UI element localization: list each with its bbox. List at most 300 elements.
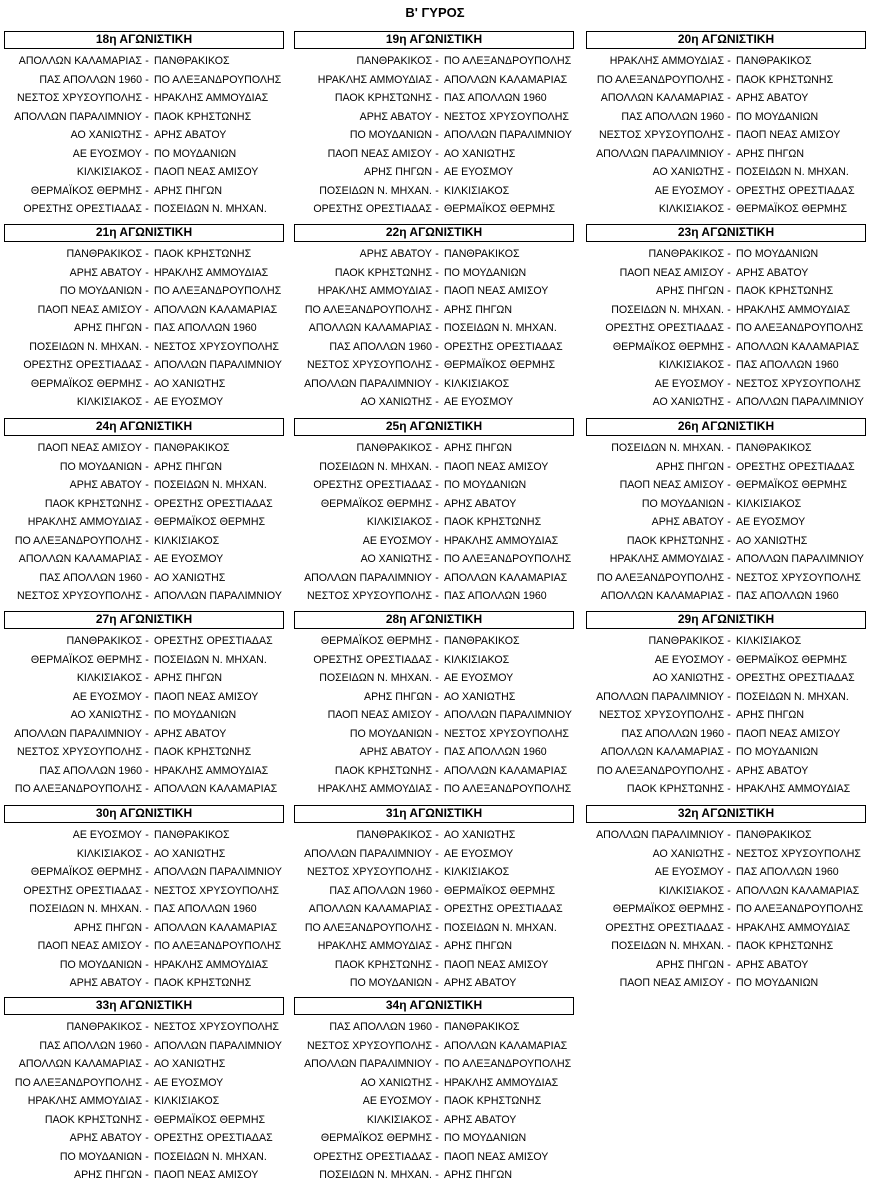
- match-separator: -: [727, 516, 731, 529]
- home-team: ΠΑΟΚ ΚΡΗΣΤΩΝΗΣ: [334, 958, 432, 971]
- match-separator: -: [145, 442, 149, 454]
- round-header: 24η ΑΓΩΝΙΣΤΙΚΗ: [4, 418, 284, 436]
- away-team: ΟΡΕΣΤΗΣ ΟΡΕΣΤΙΑΔΑΣ: [444, 903, 563, 916]
- match-row: [4, 1074, 284, 1093]
- match-separator: -: [435, 764, 439, 777]
- match-row: [4, 52, 284, 71]
- round-header: 25η ΑΓΩΝΙΣΤΙΚΗ: [294, 418, 574, 436]
- match-row: [586, 476, 866, 495]
- away-team: ΠΟ ΜΟΥΔΑΝΙΩΝ: [444, 479, 527, 492]
- away-team: ΠΑΝΘΡΑΚΙΚΟΣ: [444, 1021, 520, 1033]
- home-team: ΠΑΣ ΑΠΟΛΛΩΝ 1960: [329, 884, 432, 897]
- home-team: ΠΟΣΕΙΔΩΝ Ν. ΜΗΧΑΝ.: [611, 303, 724, 316]
- away-team: ΠΟΣΕΙΔΩΝ Ν. ΜΗΧΑΝ.: [154, 653, 267, 666]
- match-separator: -: [727, 727, 731, 740]
- match-separator: -: [727, 460, 731, 473]
- home-team: ΠΑΟΚ ΚΡΗΣΤΩΝΗΣ: [44, 1113, 142, 1126]
- away-team: ΑΠΟΛΛΩΝ ΠΑΡΑΛΙΜΝΙΟΥ: [736, 553, 864, 566]
- home-team: ΠΑΟΚ ΚΡΗΣΤΩΝΗΣ: [334, 92, 432, 105]
- home-team: ΠΑΟΠ ΝΕΑΣ ΑΜΙΣΟΥ: [37, 442, 142, 454]
- home-team: ΘΕΡΜΑΪΚΟΣ ΘΕΡΜΗΣ: [30, 377, 142, 390]
- home-team: ΠΑΟΠ ΝΕΑΣ ΑΜΙΣΟΥ: [619, 479, 724, 492]
- away-team: ΠΟ ΑΛΕΞΑΝΔΡΟΥΠΟΛΗΣ: [444, 1058, 572, 1071]
- match-separator: -: [727, 746, 731, 759]
- match-row: [4, 882, 284, 901]
- match-separator: -: [435, 672, 439, 685]
- match-separator: -: [435, 571, 439, 584]
- home-team: ΠΑΣ ΑΠΟΛΛΩΝ 1960: [39, 764, 142, 777]
- match-row: [294, 1111, 574, 1130]
- away-team: ΗΡΑΚΛΗΣ ΑΜΜΟΥΔΙΑΣ: [444, 1076, 559, 1089]
- match-row: [586, 550, 866, 569]
- match-row: [4, 845, 284, 864]
- away-team: ΑΟ ΧΑΝΙΩΤΗΣ: [736, 534, 808, 547]
- match-row: [4, 338, 284, 357]
- home-team: ΘΕΡΜΑΪΚΟΣ ΘΕΡΜΗΣ: [320, 497, 432, 510]
- away-team: ΠΟ ΑΛΕΞΑΝΔΡΟΥΠΟΛΗΣ: [154, 73, 282, 86]
- match-separator: -: [145, 1113, 149, 1126]
- home-team: ΠΟΣΕΙΔΩΝ Ν. ΜΗΧΑΝ.: [319, 672, 432, 685]
- away-team: ΠΑΟΚ ΚΡΗΣΤΩΝΗΣ: [154, 746, 252, 759]
- match-separator: -: [145, 322, 149, 335]
- match-separator: -: [727, 635, 731, 647]
- away-team: ΠΑΟΠ ΝΕΑΣ ΑΜΙΣΟΥ: [736, 727, 841, 740]
- round-header: 29η ΑΓΩΝΙΣΤΙΚΗ: [586, 611, 866, 629]
- away-team: ΑΡΗΣ ΠΗΓΩΝ: [154, 460, 222, 473]
- away-team: ΠΑΝΘΡΑΚΙΚΟΣ: [736, 442, 812, 454]
- home-team: ΘΕΡΜΑΪΚΟΣ ΘΕΡΜΗΣ: [30, 866, 142, 879]
- away-team: ΗΡΑΚΛΗΣ ΑΜΜΟΥΔΙΑΣ: [154, 266, 269, 279]
- home-team: ΑΠΟΛΛΩΝ ΚΑΛΑΜΑΡΙΑΣ: [600, 746, 724, 759]
- match-separator: -: [145, 590, 149, 603]
- match-separator: -: [145, 266, 149, 279]
- away-team: ΝΕΣΤΟΣ ΧΡΥΣΟΥΠΟΛΗΣ: [444, 110, 569, 123]
- match-separator: -: [435, 110, 439, 123]
- away-team: ΠΑΝΘΡΑΚΙΚΟΣ: [736, 55, 812, 67]
- match-list: [4, 826, 284, 993]
- match-separator: -: [145, 534, 149, 547]
- away-team: ΠΑΟΠ ΝΕΑΣ ΑΜΙΣΟΥ: [444, 285, 549, 298]
- home-team: ΑΡΗΣ ΑΒΑΤΟΥ: [359, 110, 432, 123]
- match-row: [4, 495, 284, 514]
- match-row: [294, 71, 574, 90]
- match-row: [586, 71, 866, 90]
- match-row: [586, 52, 866, 71]
- away-team: ΚΙΛΚΙΣΙΑΚΟΣ: [154, 1095, 220, 1108]
- away-team: ΠΑΝΘΡΑΚΙΚΟΣ: [154, 442, 230, 454]
- match-row: [294, 569, 574, 588]
- match-row: [4, 182, 284, 201]
- home-team: ΚΙΛΚΙΣΙΑΚΟΣ: [76, 166, 142, 179]
- match-list: [294, 439, 574, 606]
- home-team: ΠΑΝΘΡΑΚΙΚΟΣ: [648, 248, 724, 260]
- match-separator: -: [727, 884, 731, 897]
- match-separator: -: [727, 442, 731, 454]
- match-row: [586, 937, 866, 956]
- match-separator: -: [145, 166, 149, 179]
- home-team: ΑΡΗΣ ΠΗΓΩΝ: [656, 285, 724, 298]
- away-team: ΝΕΣΤΟΣ ΧΡΥΣΟΥΠΟΛΗΣ: [154, 884, 279, 897]
- away-team: ΠΑΣ ΑΠΟΛΛΩΝ 1960: [444, 590, 547, 603]
- away-team: ΑΡΗΣ ΑΒΑΤΟΥ: [736, 958, 809, 971]
- match-separator: -: [145, 340, 149, 353]
- home-team: ΚΙΛΚΙΣΙΑΚΟΣ: [658, 359, 724, 372]
- home-team: ΑΡΗΣ ΑΒΑΤΟΥ: [359, 248, 432, 260]
- match-row: [586, 89, 866, 108]
- match-separator: -: [145, 829, 149, 841]
- match-separator: -: [727, 690, 731, 703]
- home-team: ΑΟ ΧΑΝΙΩΤΗΣ: [652, 166, 724, 179]
- match-row: [294, 900, 574, 919]
- home-team: ΝΕΣΤΟΣ ΧΡΥΣΟΥΠΟΛΗΣ: [17, 92, 142, 105]
- away-team: ΠΑΣ ΑΠΟΛΛΩΝ 1960: [154, 322, 257, 335]
- match-row: [586, 974, 866, 993]
- away-team: ΝΕΣΤΟΣ ΧΡΥΣΟΥΠΟΛΗΣ: [154, 340, 279, 353]
- round-header: 19η ΑΓΩΝΙΣΤΙΚΗ: [294, 31, 574, 49]
- match-row: [294, 688, 574, 707]
- home-team: ΑΕ ΕΥΟΣΜΟΥ: [654, 377, 724, 390]
- match-row: [586, 587, 866, 606]
- match-separator: -: [145, 359, 149, 372]
- match-separator: -: [727, 285, 731, 298]
- round-header: 34η ΑΓΩΝΙΣΤΙΚΗ: [294, 997, 574, 1015]
- match-separator: -: [727, 248, 731, 260]
- home-team: ΑΡΗΣ ΠΗΓΩΝ: [364, 166, 432, 179]
- home-team: ΠΟ ΜΟΥΔΑΝΙΩΝ: [641, 497, 724, 510]
- match-list: [4, 1018, 284, 1185]
- match-row: [294, 356, 574, 375]
- match-list: [586, 52, 866, 219]
- home-team: ΑΠΟΛΛΩΝ ΠΑΡΑΛΙΜΝΙΟΥ: [14, 727, 142, 740]
- match-separator: -: [435, 285, 439, 298]
- away-team: ΘΕΡΜΑΪΚΟΣ ΘΕΡΜΗΣ: [444, 359, 556, 372]
- home-team: ΝΕΣΤΟΣ ΧΡΥΣΟΥΠΟΛΗΣ: [17, 590, 142, 603]
- away-team: ΠΟ ΑΛΕΞΑΝΔΡΟΥΠΟΛΗΣ: [154, 285, 282, 298]
- match-list: [4, 52, 284, 219]
- match-separator: -: [145, 479, 149, 492]
- match-row: [294, 532, 574, 551]
- match-list: [4, 632, 284, 799]
- match-row: [4, 264, 284, 283]
- home-team: ΠΑΝΘΡΑΚΙΚΟΣ: [66, 248, 142, 260]
- match-separator: -: [435, 1169, 439, 1182]
- home-team: ΠΟ ΑΛΕΞΑΝΔΡΟΥΠΟΛΗΣ: [14, 534, 142, 547]
- away-team: ΠΑΟΚ ΚΡΗΣΤΩΝΗΣ: [736, 285, 834, 298]
- away-team: ΚΙΛΚΙΣΙΑΚΟΣ: [444, 377, 510, 390]
- home-team: ΠΟΣΕΙΔΩΝ Ν. ΜΗΧΑΝ.: [611, 442, 724, 454]
- home-team: ΠΟ ΜΟΥΔΑΝΙΩΝ: [59, 285, 142, 298]
- match-row: [586, 282, 866, 301]
- home-team: ΟΡΕΣΤΗΣ ΟΡΕΣΤΙΑΔΑΣ: [605, 921, 724, 934]
- home-team: ΑΕ ΕΥΟΣΜΟΥ: [72, 690, 142, 703]
- away-team: ΠΑΟΚ ΚΡΗΣΤΩΝΗΣ: [444, 516, 542, 529]
- match-separator: -: [727, 396, 731, 409]
- away-team: ΠΑΣ ΑΠΟΛΛΩΝ 1960: [154, 903, 257, 916]
- match-separator: -: [727, 203, 731, 216]
- away-team: ΠΟ ΜΟΥΔΑΝΙΩΝ: [154, 709, 237, 722]
- match-row: [586, 632, 866, 651]
- home-team: ΠΑΝΘΡΑΚΙΚΟΣ: [648, 635, 724, 647]
- match-row: [586, 182, 866, 201]
- match-separator: -: [145, 203, 149, 216]
- home-team: ΑΠΟΛΛΩΝ ΚΑΛΑΜΑΡΙΑΣ: [18, 1058, 142, 1071]
- home-team: ΑΕ ΕΥΟΣΜΟΥ: [654, 184, 724, 197]
- away-team: ΑΡΗΣ ΑΒΑΤΟΥ: [154, 727, 227, 740]
- home-team: ΑΡΗΣ ΠΗΓΩΝ: [74, 1169, 142, 1182]
- match-separator: -: [727, 377, 731, 390]
- round-header: 31η ΑΓΩΝΙΣΤΙΚΗ: [294, 805, 574, 823]
- match-separator: -: [435, 479, 439, 492]
- home-team: ΠΑΟΚ ΚΡΗΣΤΩΝΗΣ: [334, 266, 432, 279]
- away-team: ΠΑΟΚ ΚΡΗΣΤΩΝΗΣ: [444, 1095, 542, 1108]
- match-separator: -: [145, 1076, 149, 1089]
- round-header: 20η ΑΓΩΝΙΣΤΙΚΗ: [586, 31, 866, 49]
- away-team: ΑΠΟΛΛΩΝ ΚΑΛΑΜΑΡΙΑΣ: [444, 73, 568, 86]
- match-separator: -: [727, 940, 731, 953]
- match-row: [4, 919, 284, 938]
- match-separator: -: [145, 497, 149, 510]
- match-separator: -: [727, 672, 731, 685]
- match-separator: -: [145, 92, 149, 105]
- match-row: [294, 1166, 574, 1185]
- match-row: [4, 688, 284, 707]
- match-separator: -: [145, 1039, 149, 1052]
- match-separator: -: [145, 727, 149, 740]
- match-row: [4, 725, 284, 744]
- match-separator: -: [145, 147, 149, 160]
- match-separator: -: [727, 497, 731, 510]
- home-team: ΑΕ ΕΥΟΣΜΟΥ: [72, 829, 142, 841]
- match-separator: -: [727, 322, 731, 335]
- match-separator: -: [727, 783, 731, 796]
- away-team: ΑΡΗΣ ΑΒΑΤΟΥ: [444, 497, 517, 510]
- home-team: ΗΡΑΚΛΗΣ ΑΜΜΟΥΔΙΑΣ: [609, 553, 724, 566]
- match-row: [294, 319, 574, 338]
- match-separator: -: [727, 571, 731, 584]
- away-team: ΚΙΛΚΙΣΙΑΚΟΣ: [154, 534, 220, 547]
- round-header: 26η ΑΓΩΝΙΣΤΙΚΗ: [586, 418, 866, 436]
- match-list: [586, 245, 866, 412]
- home-team: ΠΑΟΠ ΝΕΑΣ ΑΜΙΣΟΥ: [37, 303, 142, 316]
- match-separator: -: [145, 921, 149, 934]
- match-row: [294, 743, 574, 762]
- home-team: ΑΟ ΧΑΝΙΩΤΗΣ: [70, 129, 142, 142]
- match-row: [4, 163, 284, 182]
- round-header: 30η ΑΓΩΝΙΣΤΙΚΗ: [4, 805, 284, 823]
- match-row: [586, 245, 866, 264]
- match-row: [4, 108, 284, 127]
- match-row: [4, 476, 284, 495]
- round-block: [294, 611, 574, 799]
- match-separator: -: [145, 553, 149, 566]
- match-separator: -: [727, 340, 731, 353]
- round-block: [294, 805, 574, 993]
- match-row: [294, 1092, 574, 1111]
- away-team: ΝΕΣΤΟΣ ΧΡΥΣΟΥΠΟΛΗΣ: [736, 847, 861, 860]
- match-separator: -: [435, 977, 439, 990]
- home-team: ΝΕΣΤΟΣ ΧΡΥΣΟΥΠΟΛΗΣ: [307, 866, 432, 879]
- away-team: ΟΡΕΣΤΗΣ ΟΡΕΣΤΙΑΔΑΣ: [154, 1132, 273, 1145]
- match-list: [294, 826, 574, 993]
- match-separator: -: [435, 553, 439, 566]
- away-team: ΑΡΗΣ ΑΒΑΤΟΥ: [154, 129, 227, 142]
- match-separator: -: [435, 653, 439, 666]
- match-separator: -: [145, 1095, 149, 1108]
- away-team: ΠΑΣ ΑΠΟΛΛΩΝ 1960: [736, 590, 839, 603]
- match-separator: -: [435, 303, 439, 316]
- round-block: [586, 805, 866, 993]
- match-row: [294, 937, 574, 956]
- home-team: ΑΠΟΛΛΩΝ ΚΑΛΑΜΑΡΙΑΣ: [600, 92, 724, 105]
- match-separator: -: [435, 1113, 439, 1126]
- match-separator: -: [435, 266, 439, 279]
- match-separator: -: [727, 479, 731, 492]
- match-row: [294, 882, 574, 901]
- home-team: ΝΕΣΤΟΣ ΧΡΥΣΟΥΠΟΛΗΣ: [599, 709, 724, 722]
- away-team: ΘΕΡΜΑΪΚΟΣ ΘΕΡΜΗΣ: [736, 479, 848, 492]
- home-team: ΑΡΗΣ ΠΗΓΩΝ: [656, 958, 724, 971]
- away-team: ΠΑΝΘΡΑΚΙΚΟΣ: [154, 55, 230, 67]
- home-team: ΠΟ ΜΟΥΔΑΝΙΩΝ: [349, 977, 432, 990]
- away-team: ΝΕΣΤΟΣ ΧΡΥΣΟΥΠΟΛΗΣ: [444, 727, 569, 740]
- match-row: [294, 513, 574, 532]
- round-header: 28η ΑΓΩΝΙΣΤΙΚΗ: [294, 611, 574, 629]
- away-team: ΠΑΟΚ ΚΡΗΣΤΩΝΗΣ: [736, 940, 834, 953]
- match-separator: -: [435, 1039, 439, 1052]
- away-team: ΠΟ ΑΛΕΞΑΝΔΡΟΥΠΟΛΗΣ: [444, 783, 572, 796]
- home-team: ΘΕΡΜΑΪΚΟΣ ΘΕΡΜΗΣ: [30, 184, 142, 197]
- match-row: [586, 706, 866, 725]
- home-team: ΟΡΕΣΤΗΣ ΟΡΕΣΤΙΑΔΑΣ: [605, 322, 724, 335]
- match-row: [4, 301, 284, 320]
- home-team: ΠΟ ΑΛΕΞΑΝΔΡΟΥΠΟΛΗΣ: [14, 1076, 142, 1089]
- away-team: ΑΟ ΧΑΝΙΩΤΗΣ: [444, 829, 516, 841]
- home-team: ΠΟΣΕΙΔΩΝ Ν. ΜΗΧΑΝ.: [29, 340, 142, 353]
- match-separator: -: [727, 590, 731, 603]
- away-team: ΑΕ ΕΥΟΣΜΟΥ: [444, 847, 514, 860]
- away-team: ΘΕΡΜΑΪΚΟΣ ΘΕΡΜΗΣ: [154, 1113, 266, 1126]
- match-separator: -: [435, 635, 439, 647]
- match-separator: -: [435, 709, 439, 722]
- away-team: ΠΑΟΠ ΝΕΑΣ ΑΜΙΣΟΥ: [154, 166, 259, 179]
- home-team: ΑΕ ΕΥΟΣΜΟΥ: [362, 534, 432, 547]
- match-list: [4, 245, 284, 412]
- match-separator: -: [435, 248, 439, 260]
- away-team: ΠΟ ΑΛΕΞΑΝΔΡΟΥΠΟΛΗΣ: [154, 940, 282, 953]
- match-separator: -: [435, 1076, 439, 1089]
- match-separator: -: [145, 672, 149, 685]
- away-team: ΑΠΟΛΛΩΝ ΠΑΡΑΛΙΜΝΙΟΥ: [154, 866, 282, 879]
- away-team: ΠΑΣ ΑΠΟΛΛΩΝ 1960: [736, 359, 839, 372]
- away-team: ΠΑΟΠ ΝΕΑΣ ΑΜΙΣΟΥ: [444, 460, 549, 473]
- match-separator: -: [435, 203, 439, 216]
- home-team: ΝΕΣΤΟΣ ΧΡΥΣΟΥΠΟΛΗΣ: [307, 359, 432, 372]
- away-team: ΑΡΗΣ ΑΒΑΤΟΥ: [736, 92, 809, 105]
- match-separator: -: [145, 73, 149, 86]
- away-team: ΟΡΕΣΤΗΣ ΟΡΕΣΤΙΑΔΑΣ: [444, 340, 563, 353]
- round-header: 27η ΑΓΩΝΙΣΤΙΚΗ: [4, 611, 284, 629]
- match-row: [294, 1148, 574, 1167]
- home-team: ΑΠΟΛΛΩΝ ΠΑΡΑΛΙΜΝΙΟΥ: [596, 690, 724, 703]
- away-team: ΑΠΟΛΛΩΝ ΠΑΡΑΛΙΜΝΙΟΥ: [154, 590, 282, 603]
- round-header: 33η ΑΓΩΝΙΣΤΙΚΗ: [4, 997, 284, 1015]
- away-team: ΑΕ ΕΥΟΣΜΟΥ: [154, 396, 224, 409]
- match-separator: -: [435, 322, 439, 335]
- match-separator: -: [727, 73, 731, 86]
- match-row: [586, 356, 866, 375]
- match-row: [4, 439, 284, 458]
- match-separator: -: [145, 1132, 149, 1145]
- match-row: [294, 393, 574, 412]
- away-team: ΑΡΗΣ ΠΗΓΩΝ: [444, 303, 512, 316]
- away-team: ΗΡΑΚΛΗΣ ΑΜΜΟΥΔΙΑΣ: [444, 534, 559, 547]
- away-team: ΚΙΛΚΙΣΙΑΚΟΣ: [736, 635, 802, 647]
- away-team: ΑΠΟΛΛΩΝ ΚΑΛΑΜΑΡΙΑΣ: [736, 884, 860, 897]
- match-row: [4, 826, 284, 845]
- match-separator: -: [727, 266, 731, 279]
- match-separator: -: [435, 166, 439, 179]
- match-row: [294, 780, 574, 799]
- match-row: [294, 282, 574, 301]
- home-team: ΠΑΟΚ ΚΡΗΣΤΩΝΗΣ: [626, 534, 724, 547]
- match-row: [294, 108, 574, 127]
- away-team: ΠΑΟΠ ΝΕΑΣ ΑΜΙΣΟΥ: [444, 1150, 549, 1163]
- match-row: [4, 513, 284, 532]
- home-team: ΠΑΟΚ ΚΡΗΣΤΩΝΗΣ: [44, 497, 142, 510]
- match-separator: -: [727, 866, 731, 879]
- match-separator: -: [435, 1021, 439, 1033]
- away-team: ΠΟ ΜΟΥΔΑΝΙΩΝ: [444, 1132, 527, 1145]
- match-row: [586, 126, 866, 145]
- home-team: ΑΠΟΛΛΩΝ ΠΑΡΑΛΙΜΝΙΟΥ: [304, 1058, 432, 1071]
- away-team: ΑΠΟΛΛΩΝ ΠΑΡΑΛΙΜΝΙΟΥ: [444, 129, 572, 142]
- match-separator: -: [145, 1058, 149, 1071]
- home-team: ΠΟΣΕΙΔΩΝ Ν. ΜΗΧΑΝ.: [319, 184, 432, 197]
- match-row: [586, 780, 866, 799]
- away-team: ΗΡΑΚΛΗΣ ΑΜΜΟΥΔΙΑΣ: [736, 303, 851, 316]
- away-team: ΑΠΟΛΛΩΝ ΚΑΛΑΜΑΡΙΑΣ: [154, 921, 278, 934]
- match-row: [4, 1092, 284, 1111]
- match-row: [586, 956, 866, 975]
- match-separator: -: [145, 783, 149, 796]
- match-row: [294, 1055, 574, 1074]
- home-team: ΠΑΣ ΑΠΟΛΛΩΝ 1960: [39, 73, 142, 86]
- away-team: ΝΕΣΤΟΣ ΧΡΥΣΟΥΠΟΛΗΣ: [154, 1021, 279, 1033]
- match-separator: -: [145, 764, 149, 777]
- away-team: ΑΕ ΕΥΟΣΜΟΥ: [444, 672, 514, 685]
- home-team: ΠΟ ΜΟΥΔΑΝΙΩΝ: [349, 727, 432, 740]
- match-row: [4, 200, 284, 219]
- away-team: ΑΟ ΧΑΝΙΩΤΗΣ: [154, 571, 226, 584]
- match-separator: -: [145, 1169, 149, 1182]
- home-team: ΘΕΡΜΑΪΚΟΣ ΘΕΡΜΗΣ: [30, 653, 142, 666]
- round-block: [294, 997, 574, 1185]
- home-team: ΟΡΕΣΤΗΣ ΟΡΕΣΤΙΑΔΑΣ: [23, 884, 142, 897]
- round-block: [4, 611, 284, 799]
- home-team: ΑΠΟΛΛΩΝ ΚΑΛΑΜΑΡΙΑΣ: [308, 322, 432, 335]
- match-row: [294, 863, 574, 882]
- home-team: ΗΡΑΚΛΗΣ ΑΜΜΟΥΔΙΑΣ: [609, 55, 724, 67]
- round-header: 18η ΑΓΩΝΙΣΤΙΚΗ: [4, 31, 284, 49]
- match-row: [294, 974, 574, 993]
- match-row: [586, 900, 866, 919]
- away-team: ΗΡΑΚΛΗΣ ΑΜΜΟΥΔΙΑΣ: [154, 764, 269, 777]
- match-row: [4, 937, 284, 956]
- away-team: ΑΠΟΛΛΩΝ ΠΑΡΑΛΙΜΝΙΟΥ: [154, 1039, 282, 1052]
- match-list: [586, 632, 866, 799]
- match-separator: -: [727, 166, 731, 179]
- match-list: [294, 632, 574, 799]
